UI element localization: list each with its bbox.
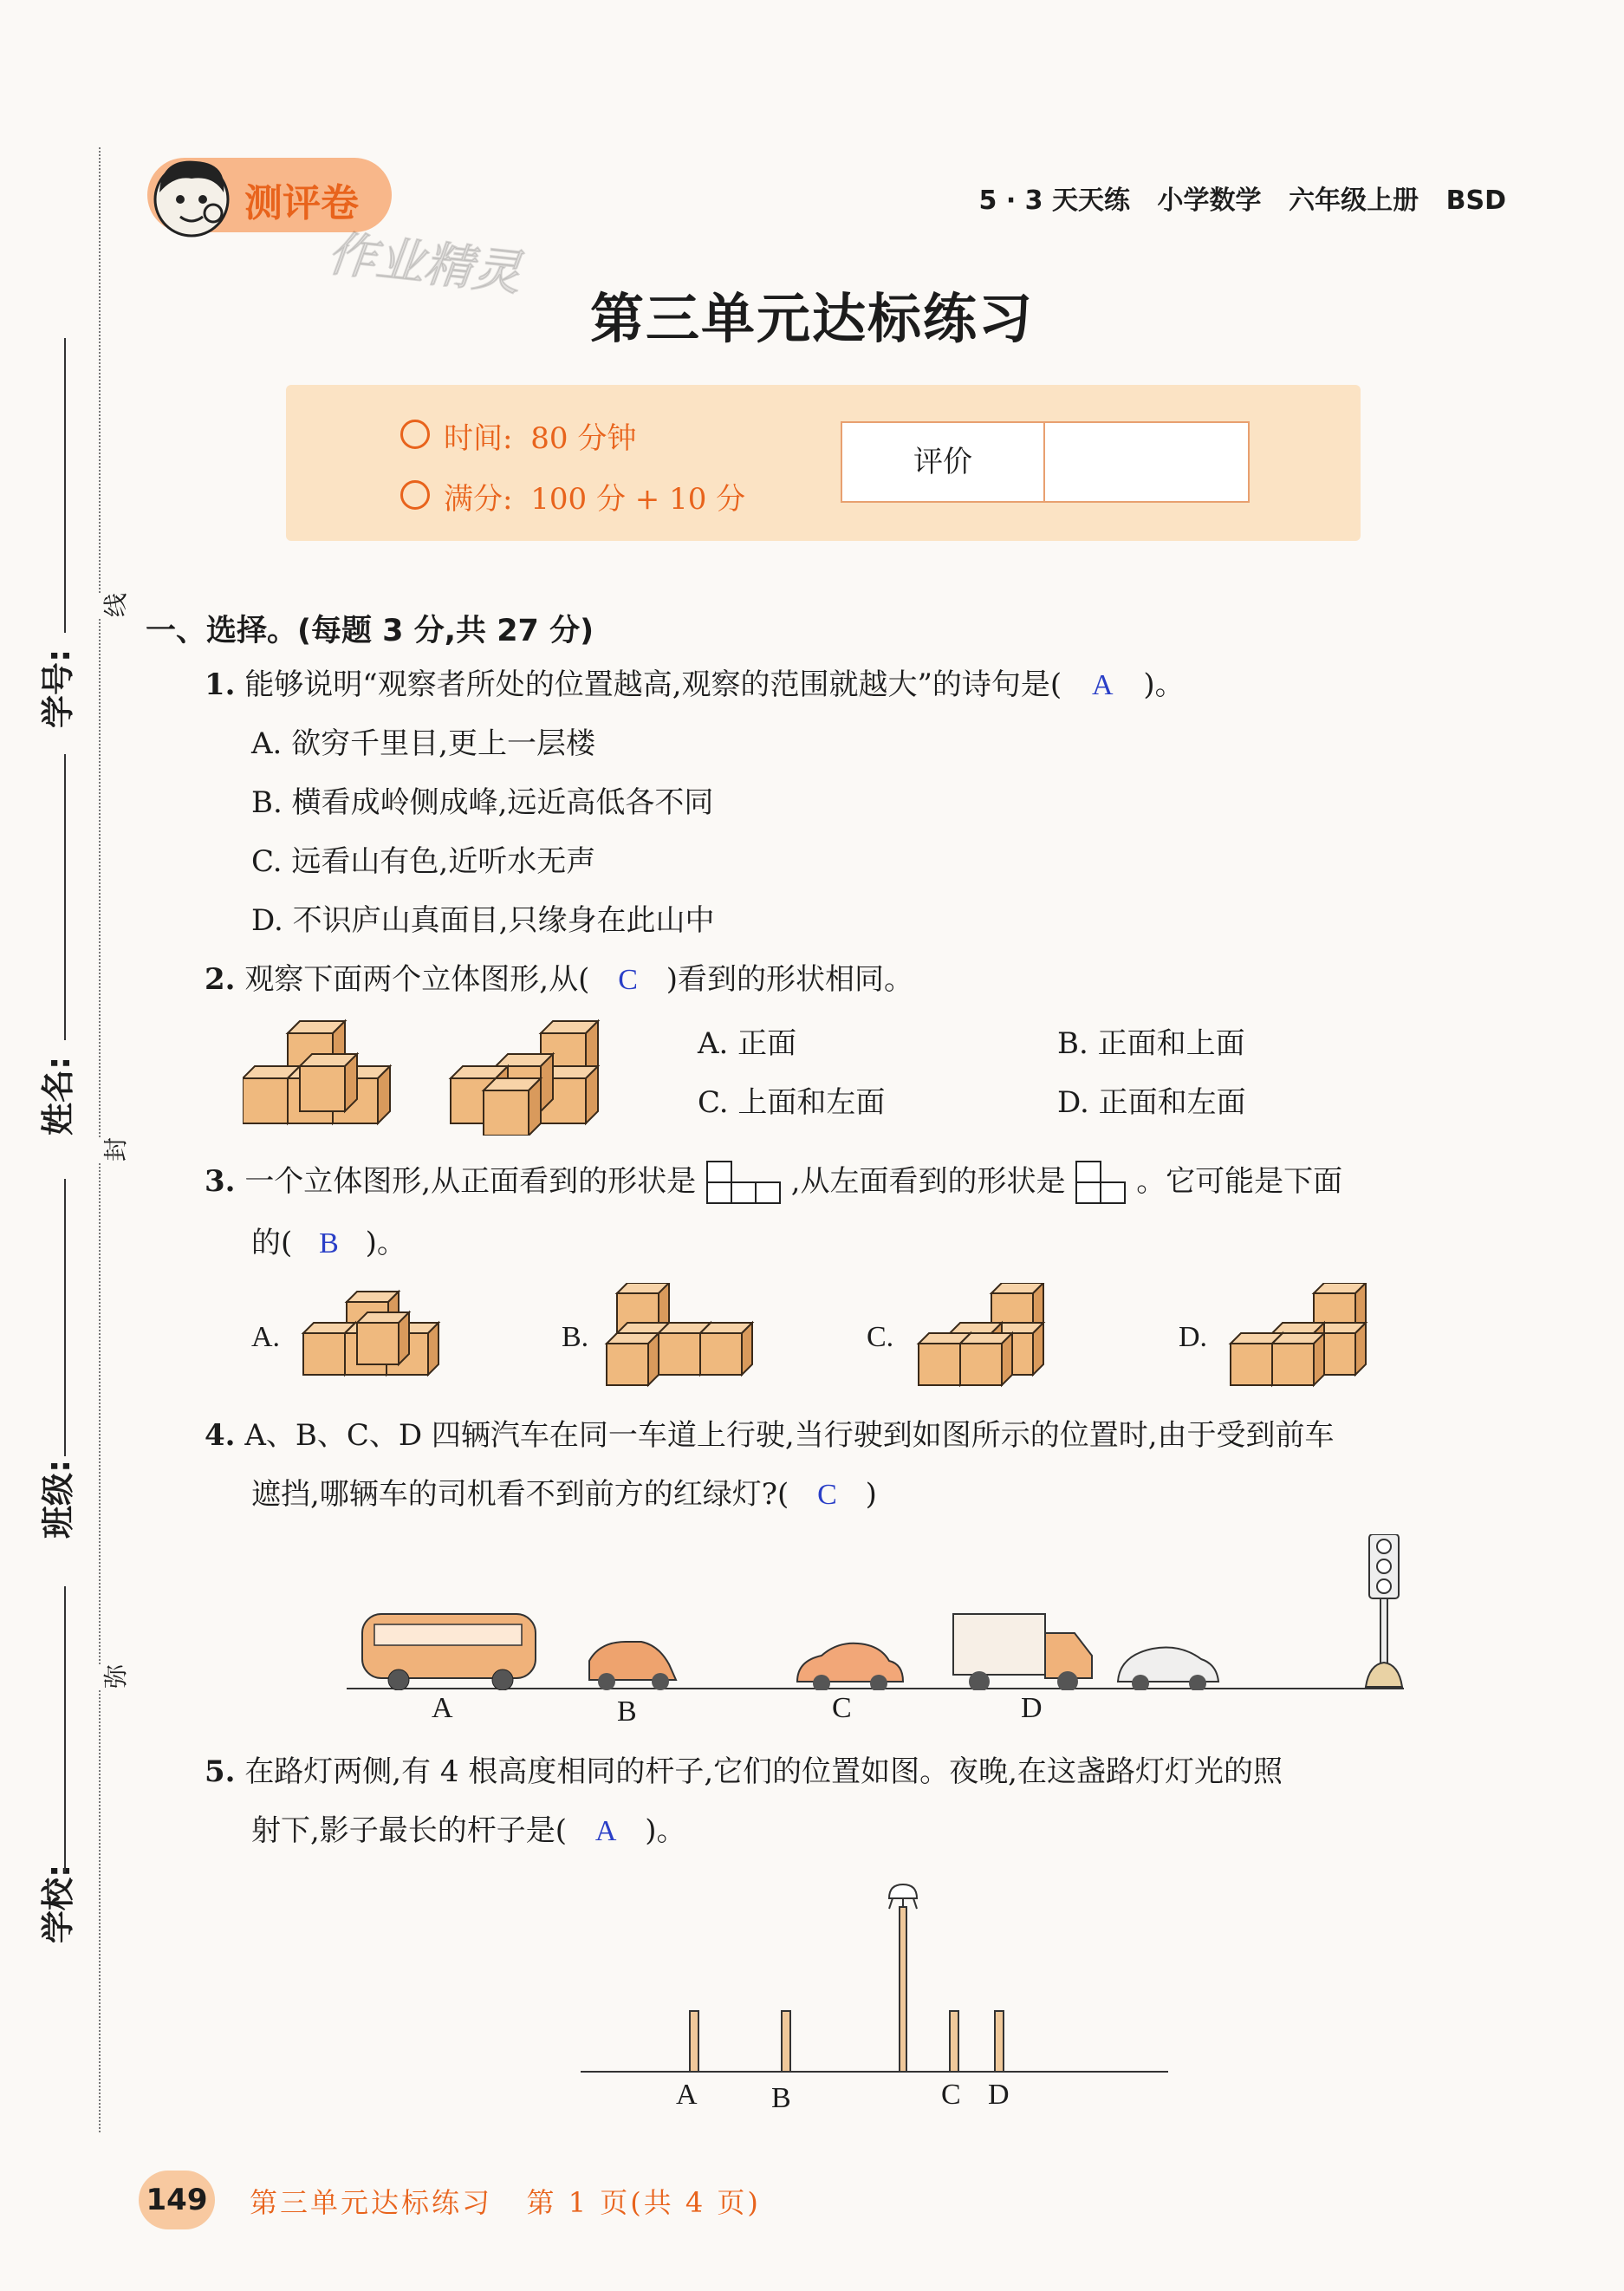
q2-number: 2.	[205, 962, 236, 997]
q3-stem-5: )。	[365, 1226, 406, 1260]
q4-answer[interactable]: C	[817, 1479, 837, 1511]
q3-option-b-figure[interactable]	[607, 1283, 752, 1385]
q3-stem-1: 一个立体图形,从正面看到的形状是	[244, 1164, 697, 1199]
q5-label-b: B	[771, 2082, 791, 2114]
q5-answer[interactable]: A	[594, 1815, 617, 1847]
header-meta	[979, 179, 1507, 217]
check-icon	[400, 480, 430, 510]
name-label: 姓名:	[39, 1056, 77, 1136]
car-c	[797, 1643, 903, 1690]
q3-label-d: D.	[1179, 1321, 1208, 1353]
footer-text: 第三单元达标练习 第 1 页(共 4 页)	[250, 2186, 761, 2219]
left-view-shape	[1075, 1160, 1127, 1207]
q2-figure-1	[243, 1021, 390, 1123]
q2-option-d[interactable]: D. 正面和左面	[1057, 1085, 1246, 1120]
class-blank[interactable]	[64, 1179, 66, 1456]
pole-d	[995, 2011, 1004, 2072]
score-value: 100 分 + 10 分	[530, 482, 746, 517]
q5-streetlight-scene	[581, 1872, 1170, 2080]
q1-stem-end: )。	[1143, 667, 1185, 702]
time-row	[444, 414, 636, 457]
score-row	[444, 475, 745, 517]
q3-answer[interactable]: B	[319, 1227, 339, 1259]
q2-option-a[interactable]: A. 正面	[698, 1026, 797, 1061]
q5-stem-1: 在路灯两侧,有 4 根高度相同的杆子,它们的位置如图。夜晚,在这盏路灯灯光的照	[244, 1754, 1283, 1789]
q2-figure-2	[451, 1021, 598, 1136]
q4-label-d: D	[1021, 1692, 1043, 1724]
car-d-truck	[953, 1614, 1092, 1690]
q5-label-a: A	[676, 2079, 698, 2111]
school-blank[interactable]	[64, 1586, 66, 1872]
time-label: 时间:	[444, 421, 513, 456]
q2-stem: 观察下面两个立体图形,从(	[244, 962, 590, 997]
question-2	[205, 962, 913, 998]
question-3	[205, 1160, 1342, 1207]
q2-answer[interactable]: C	[618, 964, 638, 996]
q2-option-c[interactable]: C. 上面和左面	[698, 1085, 886, 1120]
q4-label-b: B	[617, 1695, 637, 1728]
q4-road-scene	[347, 1534, 1421, 1690]
pole-a	[690, 2011, 698, 2072]
q3-figures	[295, 1283, 1378, 1396]
q3-option-c-figure[interactable]	[919, 1283, 1043, 1385]
page-number: 149	[146, 2183, 208, 2217]
header-badge-text: 测评卷	[244, 181, 359, 225]
q4-stem-2: 遮挡,哪辆车的司机看不到前方的红绿灯?(	[251, 1477, 789, 1512]
q1-option-d[interactable]: D. 不识庐山真面目,只缘身在此山中	[251, 903, 715, 938]
page-title: 第三单元达标练习	[589, 287, 1034, 350]
header-edition: BSD	[1445, 185, 1506, 216]
front-view-shape	[705, 1160, 782, 1207]
q3-label-c: C.	[867, 1321, 894, 1353]
q1-number: 1.	[205, 667, 236, 702]
question-4-line-2	[251, 1477, 877, 1513]
q5-stem-2: 射下,影子最长的杆子是(	[251, 1813, 568, 1848]
question-3-line-2	[251, 1226, 406, 1261]
q4-label-a: A	[432, 1692, 453, 1724]
q4-number: 4.	[205, 1418, 236, 1453]
pole-c	[950, 2011, 958, 2072]
evaluation-field[interactable]	[1045, 423, 1248, 501]
q3-label-b: B.	[562, 1321, 589, 1353]
header-subject: 小学数学	[1157, 185, 1262, 216]
seal-char-xian: 线	[97, 593, 132, 617]
evaluation-label: 评价	[842, 423, 1045, 501]
section-title: 一、选择。(每题 3 分,共 27 分)	[146, 614, 594, 648]
q5-label-c: C	[941, 2079, 961, 2111]
question-5	[205, 1754, 1283, 1789]
q1-answer[interactable]: A	[1091, 669, 1114, 701]
q5-stem-3: )。	[645, 1813, 686, 1848]
time-value: 80 分钟	[530, 421, 637, 456]
q1-option-a[interactable]: A. 欲穷千里目,更上一层楼	[251, 726, 595, 761]
q2-stem-end: )看到的形状相同。	[666, 962, 913, 997]
student-number-label: 学号:	[39, 648, 77, 728]
q1-stem: 能够说明“观察者所处的位置越高,观察的范围就越大”的诗句是(	[244, 667, 1062, 702]
header-grade: 六年级上册	[1289, 185, 1419, 216]
q3-option-d-figure[interactable]	[1231, 1283, 1366, 1385]
car-b	[589, 1642, 676, 1690]
q2-option-b[interactable]: B. 正面和上面	[1057, 1026, 1245, 1061]
seal-char-mi: 弥	[97, 1664, 132, 1689]
clock-icon	[400, 420, 430, 449]
q4-label-c: C	[832, 1692, 852, 1724]
pole-b	[782, 2011, 790, 2072]
q5-number: 5.	[205, 1754, 236, 1789]
q4-stem-3: )	[865, 1477, 877, 1512]
q3-stem-4: 的(	[251, 1226, 293, 1260]
q3-label-a: A.	[251, 1321, 281, 1353]
q5-label-d: D	[988, 2079, 1010, 2111]
question-5-line-2	[251, 1813, 686, 1849]
kid-mascot-icon	[144, 149, 239, 244]
info-box	[286, 385, 1361, 541]
class-label: 班级:	[39, 1459, 77, 1539]
student-number-blank[interactable]	[64, 338, 66, 633]
traffic-light-icon	[1366, 1534, 1402, 1687]
q3-number: 3.	[205, 1164, 236, 1199]
street-lamp-icon	[889, 1884, 917, 2072]
car-a-bus	[362, 1614, 536, 1690]
q1-option-b[interactable]: B. 横看成岭侧成峰,远近高低各不同	[251, 785, 714, 820]
school-label: 学校:	[39, 1864, 77, 1943]
page-number-badge	[139, 2171, 215, 2229]
q3-option-a-figure[interactable]	[303, 1292, 438, 1375]
name-blank[interactable]	[64, 754, 66, 1040]
question-4	[205, 1418, 1335, 1453]
q2-figures	[243, 1014, 607, 1136]
watermark: 作业精灵	[324, 225, 524, 303]
q3-stem-2: ,从左面看到的形状是	[790, 1164, 1066, 1199]
q4-stem-1: A、B、C、D 四辆汽车在同一车道上行驶,当行驶到如图所示的位置时,由于受到前车	[244, 1418, 1335, 1453]
q1-option-c[interactable]: C. 远看山有色,近听水无声	[251, 844, 596, 879]
seal-char-feng: 封	[97, 1137, 132, 1162]
header-series: 5 · 3 天天练	[978, 185, 1130, 216]
evaluation-table	[841, 421, 1250, 503]
score-label: 满分:	[444, 482, 513, 517]
leading-car	[1118, 1648, 1218, 1691]
q3-stem-3: 。它可能是下面	[1136, 1164, 1343, 1199]
question-1	[205, 667, 1185, 703]
